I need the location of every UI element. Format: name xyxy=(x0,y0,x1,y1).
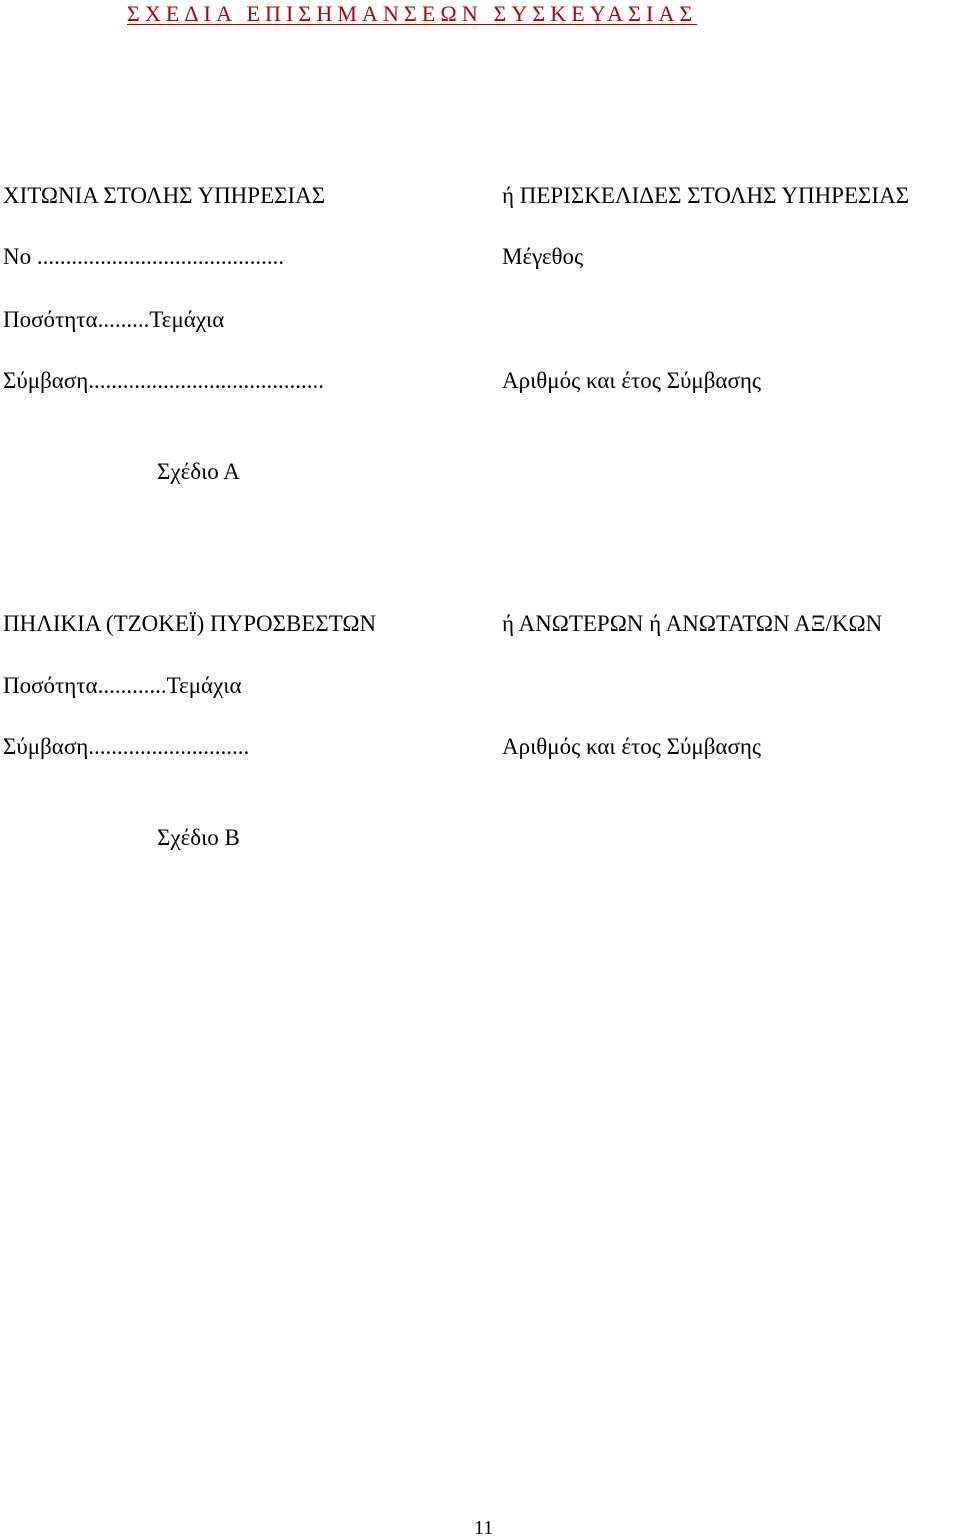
section-b-quantity-field: Ποσότητα............Τεμάχια xyxy=(3,673,242,698)
section-a-contract-note: Αριθμός και έτος Σύμβασης xyxy=(502,368,762,393)
section-a-contract-field: Σύμβαση......................................... xyxy=(3,368,325,393)
section-a-item-right: ή ΠΕΡΙΣΚΕΛΙΔΕΣ ΣΤΟΛΗΣ ΥΠΗΡΕΣΙΑΣ xyxy=(502,183,910,208)
section-a-item-left: ΧΙΤΩΝΙΑ ΣΤΟΛΗΣ ΥΠΗΡΕΣΙΑΣ xyxy=(3,183,326,208)
section-b-contract-note: Αριθμός και έτος Σύμβασης xyxy=(502,734,762,759)
section-a-quantity-field: Ποσότητα.........Τεμάχια xyxy=(3,307,225,332)
section-b-contract-field: Σύμβαση............................ xyxy=(3,734,250,759)
page-number: 11 xyxy=(474,1517,494,1539)
section-a-number-field: Νο ........................................... xyxy=(3,244,285,269)
section-b-item-right: ή ΑΝΩΤΕΡΩΝ ή ΑΝΩΤΑΤΩΝ ΑΞ/ΚΩΝ xyxy=(502,611,883,636)
section-a-caption: Σχέδιο Α xyxy=(157,459,240,484)
section-a-size-label: Μέγεθος xyxy=(502,244,584,269)
section-b-caption: Σχέδιο Β xyxy=(157,825,240,850)
section-b-item-left: ΠΗΛΙΚΙΑ (ΤΖΟΚΕΪ) ΠΥΡΟΣΒΕΣΤΩΝ xyxy=(3,611,377,636)
document-title: ΣΧΕΔΙΑ ΕΠΙΣΗΜΑΝΣΕΩΝ ΣΥΣΚΕΥΑΣΙΑΣ xyxy=(127,1,698,26)
